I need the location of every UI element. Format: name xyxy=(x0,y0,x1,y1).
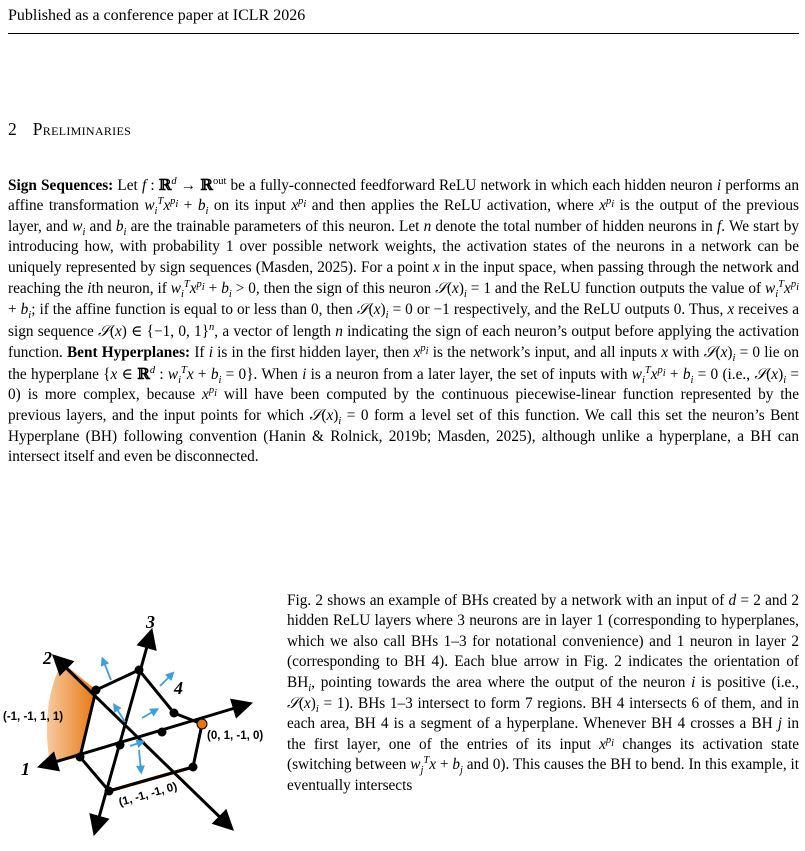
main-paragraph: Sign Sequences: Let f : ℝ$^d$ → ℝ$^{out}$ be a fully-connected feedforward ReLU network in which each hidden neuron i performs an affine transformation $w_i^Tx^{p_i} + b_i$ on its input $x^{p_i}$ and then applies the ReLU activation, where $x^{p_i}$ is the output of the previous layer, and $w_i$ and $b_i$ are the trainable parameters of this neuron. Let n denote the total number of hidden neurons in f. We start by introducing how, with probability 1 over possible network weights, the activation states of the neurons in a network can be uniquely represented by sign sequences (Masden, 2025). For a point x in the input space, when passing through the network and reaching the ith neuron, if $w_i^Tx^{p_i} + b_i > 0$, then the sign of this neuron $𝒮(x)_i = 1$ and the ReLU function outputs the value of $w_i^Tx^{p_i} + b_i$; if the affine function is equal to or less than 0, then $𝒮(x)_i = 0$ or −1 respectively, and the ReLU outputs 0. Thus, x receives a sign sequence 𝒮(x) ∈ {−1, 0, 1}$^n$, a vector of length n indicating the sign of each neuron’s output before applying the activation function. Bent Hyperplanes: If i is in the first hidden layer, then $x^{p_i}$ is the network’s input, and all inputs x with $𝒮(x)_i = 0$ lie on the hyperplane {x ∈ ℝ$^d$ : $w_i^Tx + b_i = 0$}. When i is a neuron from a later layer, the set of inputs with $w_i^Tx^{p_i} + b_i = 0$ (i.e., $𝒮(x)_i = 0$) is more complex, because $x^{p_i}$ will have been computed by the continuous piecewise-linear function represented by the previous layers, and the input points for which $𝒮(x)_i = 0$ form a level set of this function. We call this set the neuron’s Bent Hyperplane (BH) following convention (Hanin & Rolnick, 2019b; Masden, 2025), although unlike a hyperplane, a BH can intersect itself and even be disconnected. xyxy=(8,175,800,466)
section-title: Preliminaries xyxy=(32,119,132,139)
bent-hyperplane-figure xyxy=(0,600,280,851)
section-number: 2 xyxy=(8,119,17,139)
term-sign-sequences: Sign Sequences: xyxy=(8,177,114,194)
bh-label-4: 4 xyxy=(174,678,183,698)
figure-caption-paragraph: Fig. 2 shows an example of BHs created by a network with an input of d = 2 and 2 hidden ReLU layers where 3 neurons are in layer 1 (corresponding to hyperplanes, which we also call BHs 1–3 for notational convenience) and 1 neuron in layer 2 (corresponding to BH 4). Each blue arrow in Fig. 2 indicates the orientation of $BH_i$, pointing towards the area where the output of the neuron i is positive (i.e., $𝒮(x)_i = 1$). BHs 1–3 intersect to form 7 regions. BH 4 intersects 6 of them, and in each area, BH 4 is a segment of a hyperplane. Whenever BH 4 crosses a BH j in the first layer, one of the entries of its input $x^{p_i}$ changes its activation state (switching between $w_j^Tx + b_j$ and 0). This causes the BH to bend. In this example, it eventually intersects xyxy=(287,592,800,794)
region-label-right: (0, 1, -1, 0) xyxy=(207,730,264,742)
running-header: Published as a conference paper at ICLR 2026 xyxy=(8,7,306,24)
region-label-bottom: (1, -1, -1, 0) xyxy=(117,780,179,809)
bh-label-1: 1 xyxy=(21,759,30,779)
header-rule xyxy=(8,33,799,34)
region-label-left: (-1, -1, 1, 1) xyxy=(3,711,64,723)
orange-point xyxy=(197,719,207,729)
section-heading xyxy=(8,118,131,140)
bh-label-2: 2 xyxy=(43,648,52,668)
term-bent-hyperplanes: Bent Hyperplanes: xyxy=(66,344,191,362)
bh-label-3: 3 xyxy=(146,612,155,632)
